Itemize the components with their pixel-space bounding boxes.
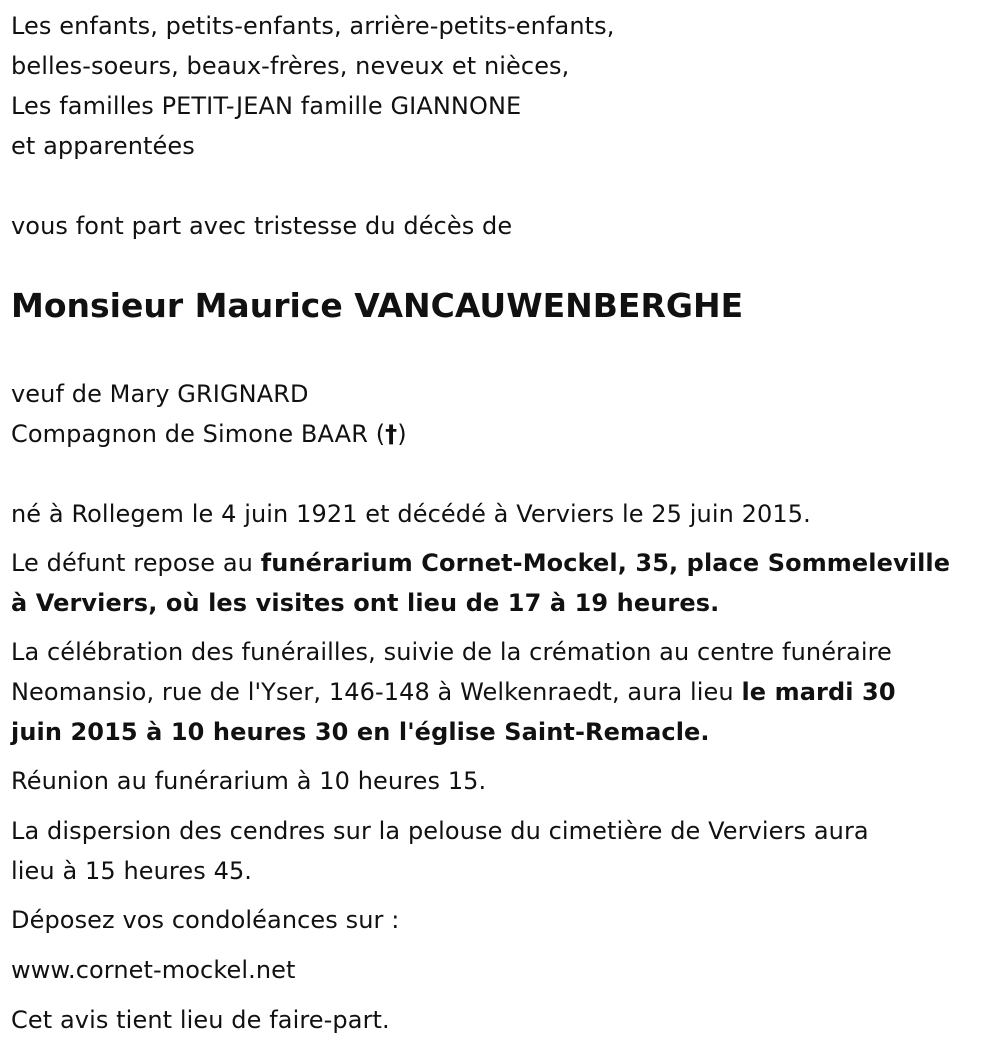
dispersion-line-1: La dispersion des cendres sur la pelouse du cimetière de Verviers aura [11, 817, 869, 845]
family-line-4: et apparentées [11, 132, 195, 160]
repose-location: funérarium Cornet-Mockel, 35, place Sommeleville [260, 549, 951, 577]
announcement-text: vous font part avec tristesse du décès de [11, 212, 513, 240]
companion-text: Compagnon de Simone BAAR ( [11, 420, 386, 448]
family-line-2: belles-soeurs, beaux-frères, neveux et nièces, [11, 52, 570, 80]
condolences-label: Déposez vos condoléances sur : [11, 906, 400, 934]
ceremony-line-1: La célébration des funérailles, suivie de la crémation au centre funéraire [11, 638, 892, 666]
companion-close: ) [397, 420, 407, 448]
condolences-url[interactable]: www.cornet-mockel.net [11, 956, 296, 984]
meeting-line: Réunion au funérarium à 10 heures 15. [11, 767, 487, 795]
ceremony-line-2 [11, 672, 896, 712]
cross-icon: † [385, 420, 398, 448]
family-line-1: Les enfants, petits-enfants, arrière-petits-enfants, [11, 12, 615, 40]
repose-prefix: Le défunt repose au [11, 549, 261, 577]
ceremony-date-start: le mardi 30 [741, 678, 896, 706]
widower-line: veuf de Mary GRIGNARD [11, 380, 309, 408]
ceremony-place: Neomansio, rue de l'Yser, 146-148 à Welkenraedt, aura lieu [11, 678, 742, 706]
repose-line-1 [11, 543, 950, 583]
companion-line [11, 414, 407, 454]
closing-line: Cet avis tient lieu de faire-part. [11, 1006, 390, 1034]
deceased-name: Monsieur Maurice VANCAUWENBERGHE [11, 286, 744, 325]
repose-line-2: à Verviers, où les visites ont lieu de 17 à 19 heures. [11, 589, 720, 617]
dispersion-line-2: lieu à 15 heures 45. [11, 857, 253, 885]
family-line-3: Les familles PETIT-JEAN famille GIANNONE [11, 92, 522, 120]
birth-death-line: né à Rollegem le 4 juin 1921 et décédé à Verviers le 25 juin 2015. [11, 500, 811, 528]
ceremony-line-3: juin 2015 à 10 heures 30 en l'église Saint-Remacle. [11, 718, 710, 746]
